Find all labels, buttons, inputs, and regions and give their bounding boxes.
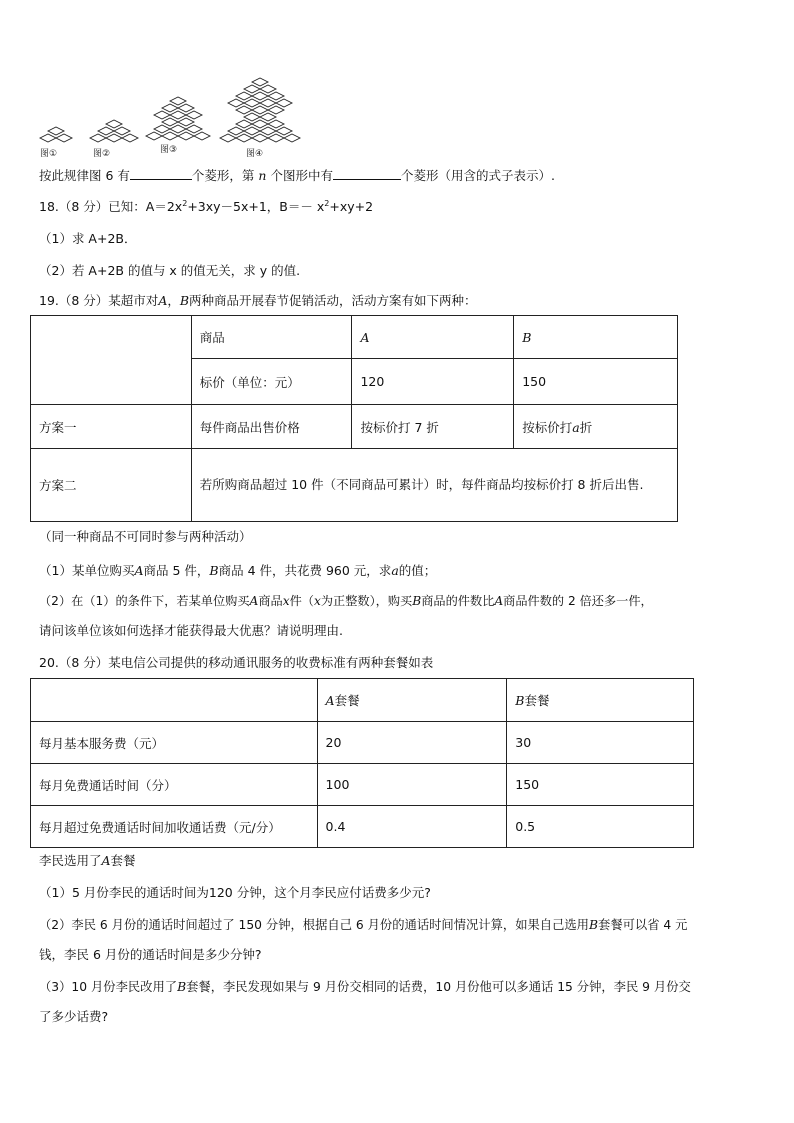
q19-p1-var: a [391,563,399,578]
rhombus-shape [244,85,260,93]
q20-cell: 每月免费通话时间（分） [31,764,318,806]
q19-cell: 按标价打 7 折 [352,405,514,449]
figure-label-4: 图④ [246,149,264,159]
rhombus-shape [276,99,292,107]
q18-title-b: +3xy－5x+1，B＝－ x [187,199,325,214]
q18-part-1: （1）求 A+2B． [39,231,137,246]
rhombus-shape [146,132,162,140]
q19-title-A: A [158,293,168,308]
q20-table [30,678,694,848]
q19-cell: 若所购商品超过 10 件（不同商品可累计）时，每件商品均按标价打 8 折后出售. [191,449,677,522]
q18-title-c: +xy+2 [329,199,374,214]
q19-part-2 [39,592,653,610]
q19-cell [514,405,678,449]
q20-p3-var: B [177,980,187,994]
q20-header-text: 套餐 [524,693,550,708]
q17-line [39,166,555,185]
q19-p1-text: 的值； [398,563,437,578]
q19-row-1 [31,316,678,359]
q19-cell-text: 折 [579,419,593,435]
q20-cell: 100 [317,764,507,806]
q19-p2-text: 商品 [258,594,283,608]
q20-cell: 0.4 [317,806,507,848]
q19-cell-text: 按标价打 [522,419,573,435]
rhombus-shape [268,120,284,128]
q18-part-2: （2）若 A+2B 的值与 x 的值无关，求 y 的值. [39,263,301,278]
rhombus-shape [252,78,268,86]
rhombus-shape [260,85,276,93]
q19-cell: 每件商品出售价格 [191,405,352,449]
q20-header-empty [31,679,318,722]
rhombus-shape [252,120,268,128]
rhombus-shape [252,134,268,142]
rhombus-shape [162,104,178,112]
q17-text-b: 个菱形，第 [191,168,255,183]
rhombus-shape [178,132,194,140]
q20-cell: 30 [507,722,694,764]
q19-empty-cell [31,316,192,405]
rhombus-shape [162,118,178,126]
q20-header-text: 套餐 [334,693,360,708]
q18-sup-1: 2 [182,198,188,208]
rhombus-shape [236,134,252,142]
q17-text-a: 按此规律图 6 有 [39,168,130,183]
q19-p1-var: B [209,563,219,578]
rhombus-shape [48,127,64,135]
q20-cell: 20 [317,722,507,764]
q20-part-2-cont: 钱，李民 6 月份的通话时间是多少分钟? [39,947,262,962]
q20-p2-text: 套餐可以省 4 元 [598,918,688,932]
rhombus-shape [244,99,260,107]
q19-cell-a: a [572,419,580,435]
q19-part-1 [39,562,436,580]
q20-row [31,722,694,764]
rhombus-shape [236,106,252,114]
rhombus-shape [244,127,260,135]
rhombus-shape [284,134,300,142]
q20-intro [39,852,136,870]
rhombus-shape [252,92,268,100]
rhombus-shape [106,120,122,128]
rhombus-shape [244,113,260,121]
rhombus-shape [268,92,284,100]
rhombus-shape [162,132,178,140]
q20-p2-text: （2）李民 6 月份的通话时间超过了 150 分钟，根据自己 6 月份的通话时间情况计算，如果自己选用 [39,918,589,932]
q19-title [39,292,477,310]
rhombus-shape [170,97,186,105]
q17-n: n [258,168,267,183]
rhombus-shape [106,134,122,142]
q19-p2-text: 件（ [289,594,314,608]
q19-cell: B [514,316,678,359]
q19-p2-var: B [412,594,422,608]
q20-p3-text: 套餐，李民发现如果与 9 月份交相同的话费，10 月份他可以多通话 15 分钟，李民 9 月份交 [186,980,691,994]
q20-header-A [317,679,507,722]
q20-header-var: A [325,693,335,708]
q20-intro-text: 李民选用了 [39,853,102,868]
answer-blank-1[interactable] [130,166,192,180]
q20-title: 20.（8 分）某电信公司提供的移动通讯服务的收费标准有两种套餐如表 [39,655,434,670]
q20-part-3-cont: 了多少话费? [39,1009,109,1024]
q18-title [39,198,373,216]
answer-blank-2[interactable] [333,166,401,180]
figure-label-1: 图① [40,149,58,159]
rhombus-shape [114,127,130,135]
q20-p2-var: B [588,918,599,932]
rhombus-shape [260,99,276,107]
rhombus-shape [98,127,114,135]
q19-p2-var: x [313,594,321,608]
q18-sup-2: 2 [324,198,330,208]
q19-p2-text: 商品件数的 2 倍还多一件， [503,594,653,608]
rhombus-shape [228,99,244,107]
rhombus-shape [228,127,244,135]
figure-label-3: 图③ [160,145,178,155]
q19-p1-var: A [134,563,144,578]
rhombus-shape [268,134,284,142]
q20-cell: 0.5 [507,806,694,848]
rhombus-shape [186,111,202,119]
q19-cell: 标价（单位：元） [191,359,352,405]
q20-part-1: （1）5 月份李民的通话时间为120 分钟，这个月李民应付话费多少元? [39,885,431,900]
q20-header-row [31,679,694,722]
rhombus-shape [90,134,106,142]
rhombus-shape [276,127,292,135]
rhombus-shape [56,134,72,142]
rhombus-shape [170,125,186,133]
q17-text-d: 个菱形（用含的式子表示）. [400,168,555,183]
q19-p2-var: A [249,594,259,608]
q19-title-B: B [179,293,190,308]
q19-cell: A [352,316,514,359]
rhombus-shape [260,127,276,135]
figure-label-2: 图② [93,149,111,159]
q19-p2-text: 为正整数），购买 [320,594,413,608]
q19-p1-text: 商品 4 件，共花费 960 元，求 [218,563,392,578]
q19-title-a: 19.（8 分）某超市对 [39,293,159,308]
rhombus-shape [260,113,276,121]
rhombus-shape [122,134,138,142]
rhombus-shape [170,111,186,119]
q20-cell: 每月超过免费通话时间加收通话费（元/分） [31,806,318,848]
q19-note: （同一种商品不可同时参与两种活动） [39,529,252,544]
q20-header-B [507,679,694,722]
rhombus-shape [236,92,252,100]
q19-cell: 方案二 [31,449,192,522]
q19-title-comma: ， [167,293,180,308]
q19-cell: 150 [514,359,678,405]
q19-p2-var: A [494,594,504,608]
q19-row-4 [31,449,678,522]
rhombus-shape [154,125,170,133]
rhombus-shape [186,125,202,133]
rhombus-shape [236,120,252,128]
q20-cell: 150 [507,764,694,806]
rhombus-shape [194,132,210,140]
q19-p2-text: 商品的件数比 [421,594,495,608]
q20-cell: 每月基本服务费（元） [31,722,318,764]
rhombus-shape [252,106,268,114]
q20-part-2 [39,916,687,934]
q19-part-2-cont: 请问该单位该如何选择才能获得最大优惠？请说明理由. [39,623,343,638]
q19-cell: 120 [352,359,514,405]
rhombus-shape [178,104,194,112]
q20-header-var: B [515,693,525,708]
rhombus-shape [220,134,236,142]
q19-cell: 方案一 [31,405,192,449]
q19-p2-text: （2）在（1）的条件下，若某单位购买 [39,594,250,608]
rhombus-figure-svg [36,74,336,160]
q18-title-a: 18.（8 分）已知：A＝2x [39,199,183,214]
q20-row [31,806,694,848]
q17-text-c: 个图形中有 [270,168,333,183]
q19-title-b: 两种商品开展春节促销活动，活动方案有如下两种： [189,293,477,308]
q20-p3-text: （3）10 月份李民改用了 [39,980,178,994]
rhombus-shape [40,134,56,142]
rhombus-shape [154,111,170,119]
q20-intro-text: 套餐 [110,853,136,868]
q19-table [30,315,678,522]
rhombus-pattern-figure [36,74,336,160]
q20-row [31,764,694,806]
q20-part-3 [39,978,691,996]
rhombus-shape [178,118,194,126]
q19-p1-text: 商品 5 件， [143,563,210,578]
q19-row-3 [31,405,678,449]
q19-cell: 商品 [191,316,352,359]
q20-intro-var: A [101,853,111,868]
q19-p2-var: x [282,594,290,608]
rhombus-shape [268,106,284,114]
q19-p1-text: （1）某单位购买 [39,563,135,578]
